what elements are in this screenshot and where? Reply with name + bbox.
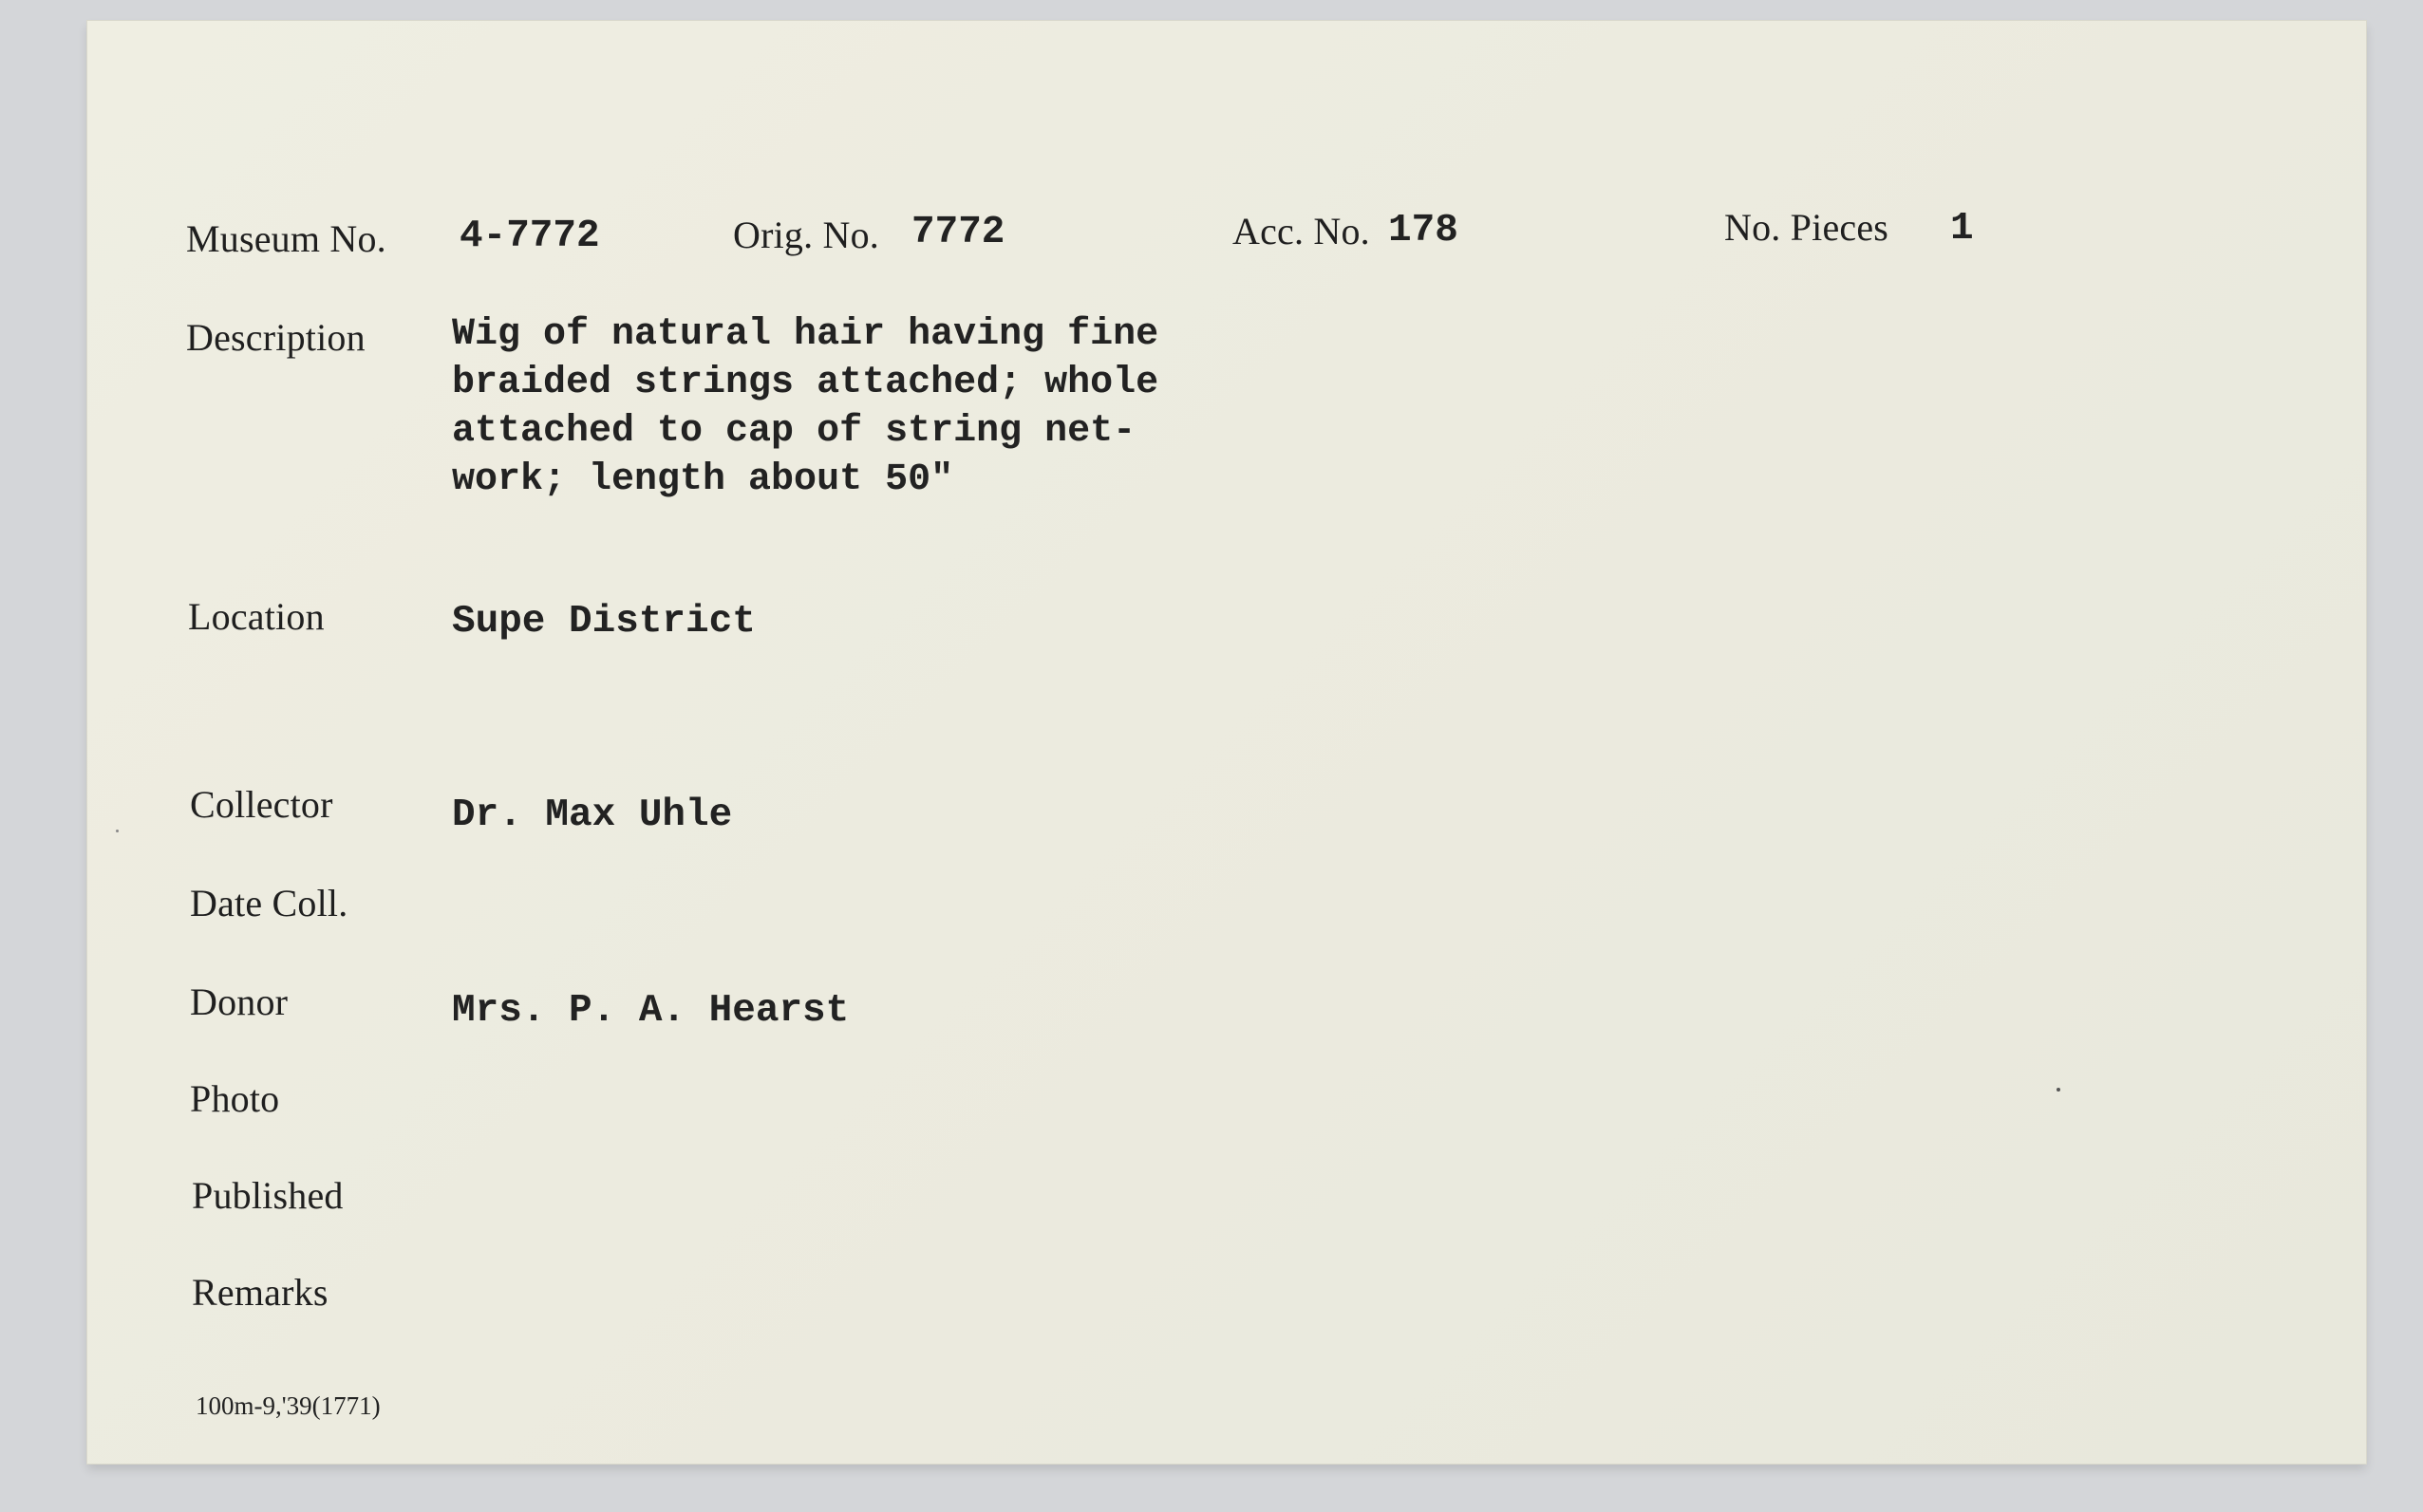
date-coll-label: Date Coll. [190,882,348,924]
paper-speck [2057,1088,2060,1092]
catalog-card [87,21,2366,1464]
description-label: Description [186,316,366,359]
collector-value: Dr. Max Uhle [452,793,733,837]
donor-label: Donor [190,980,289,1023]
collector-label: Collector [190,783,333,826]
paper-speck [116,830,119,832]
orig-no-value: 7772 [911,211,1005,254]
orig-no-label: Orig. No. [733,214,880,256]
photo-label: Photo [190,1077,280,1120]
form-number: 100m-9,'39(1771) [196,1391,381,1420]
acc-no-value: 178 [1388,209,1458,252]
museum-no-value: 4-7772 [460,215,600,258]
remarks-label: Remarks [192,1271,329,1314]
location-label: Location [188,595,325,638]
published-label: Published [192,1174,344,1217]
museum-no-label: Museum No. [186,217,386,260]
location-value: Supe District [452,600,756,644]
donor-value: Mrs. P. A. Hearst [452,989,850,1033]
acc-no-label: Acc. No. [1232,210,1370,252]
description-value: Wig of natural hair having fine braided strings attached; whole attached to cap of string net- work; length about 50" [452,313,1159,501]
no-pieces-value: 1 [1950,207,1974,251]
no-pieces-label: No. Pieces [1724,206,1889,249]
